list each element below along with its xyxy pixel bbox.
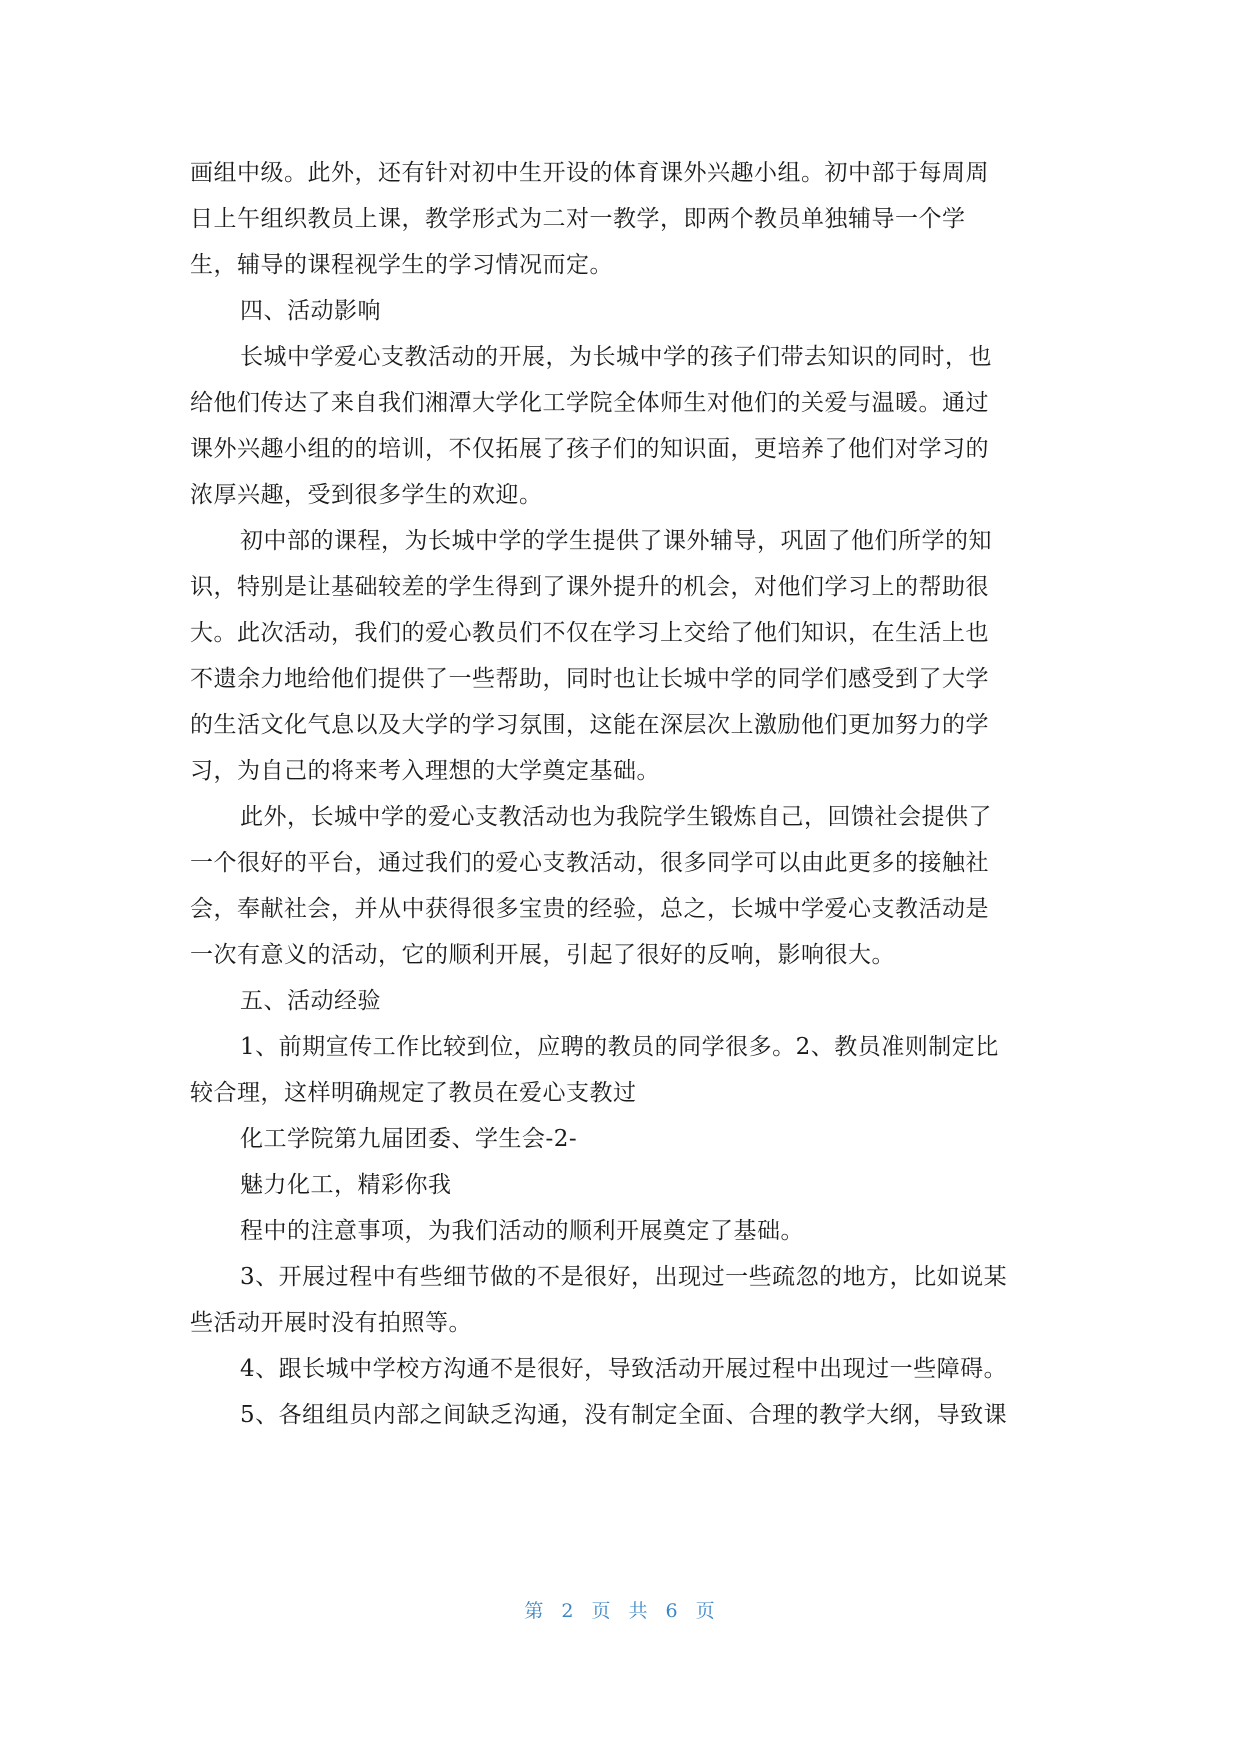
text-line: 3、开展过程中有些细节做的不是很好，出现过一些疏忽的地方，比如说某 [240, 1264, 1008, 1290]
footer-total-pages: 6 [665, 1600, 680, 1622]
text-line: 五、活动经验 [240, 988, 381, 1014]
text-line: 识，特别是让基础较差的学生得到了课外提升的机会，对他们学习上的帮助很 [190, 574, 989, 600]
footer-gong: 共 [628, 1600, 650, 1622]
text-line: 会，奉献社会，并从中获得很多宝贵的经验，总之，长城中学爱心支教活动是 [190, 896, 989, 922]
text-line: 浓厚兴趣，受到很多学生的欢迎。 [190, 482, 543, 508]
text-line: 给他们传达了来自我们湘潭大学化工学院全体师生对他们的关爱与温暖。通过 [190, 390, 989, 416]
text-line: 化工学院第九届团委、学生会-2- [240, 1126, 578, 1152]
text-line: 习，为自己的将来考入理想的大学奠定基础。 [190, 758, 660, 784]
text-line: 初中部的课程，为长城中学的学生提供了课外辅导，巩固了他们所学的知 [240, 528, 992, 554]
text-line: 画组中级。此外，还有针对初中生开设的体育课外兴趣小组。初中部于每周周 [190, 160, 989, 186]
text-line: 四、活动影响 [240, 298, 381, 324]
text-line: 些活动开展时没有拍照等。 [190, 1310, 472, 1336]
text-line: 较合理，这样明确规定了教员在爱心支教过 [190, 1080, 637, 1106]
text-line: 魅力化工，精彩你我 [240, 1172, 452, 1198]
text-line: 不遗余力地给他们提供了一些帮助，同时也让长城中学的同学们感受到了大学 [190, 666, 989, 692]
text-line: 生，辅导的课程视学生的学习情况而定。 [190, 252, 613, 278]
text-line: 一个很好的平台，通过我们的爱心支教活动，很多同学可以由此更多的接触社 [190, 850, 989, 876]
text-line: 程中的注意事项，为我们活动的顺利开展奠定了基础。 [240, 1218, 804, 1244]
footer-di: 第 [524, 1600, 546, 1622]
text-line: 4、跟长城中学校方沟通不是很好，导致活动开展过程中出现过一些障碍。 [240, 1356, 1008, 1382]
text-line: 日上午组织教员上课，教学形式为二对一教学，即两个教员单独辅导一个学 [190, 206, 966, 232]
footer-current-page: 2 [561, 1600, 576, 1622]
text-line: 此外，长城中学的爱心支教活动也为我院学生锻炼自己，回馈社会提供了 [240, 804, 992, 830]
text-line: 大。此次活动，我们的爱心教员们不仅在学习上交给了他们知识，在生活上也 [190, 620, 989, 646]
text-line: 一次有意义的活动，它的顺利开展，引起了很好的反响，影响很大。 [190, 942, 895, 968]
text-line: 5、各组组员内部之间缺乏沟通，没有制定全面、合理的教学大纲，导致课 [240, 1402, 1008, 1428]
text-line: 课外兴趣小组的的培训，不仅拓展了孩子们的知识面，更培养了他们对学习的 [190, 436, 989, 462]
document-body [190, 150, 1050, 1438]
page-footer [0, 1596, 1241, 1623]
text-line: 长城中学爱心支教活动的开展，为长城中学的孩子们带去知识的同时，也 [240, 344, 992, 370]
footer-ye: 页 [591, 1600, 613, 1622]
text-line: 1、前期宣传工作比较到位，应聘的教员的同学很多。2、教员准则制定比 [240, 1034, 999, 1060]
footer-ye2: 页 [695, 1600, 717, 1622]
text-line: 的生活文化气息以及大学的学习氛围，这能在深层次上激励他们更加努力的学 [190, 712, 989, 738]
